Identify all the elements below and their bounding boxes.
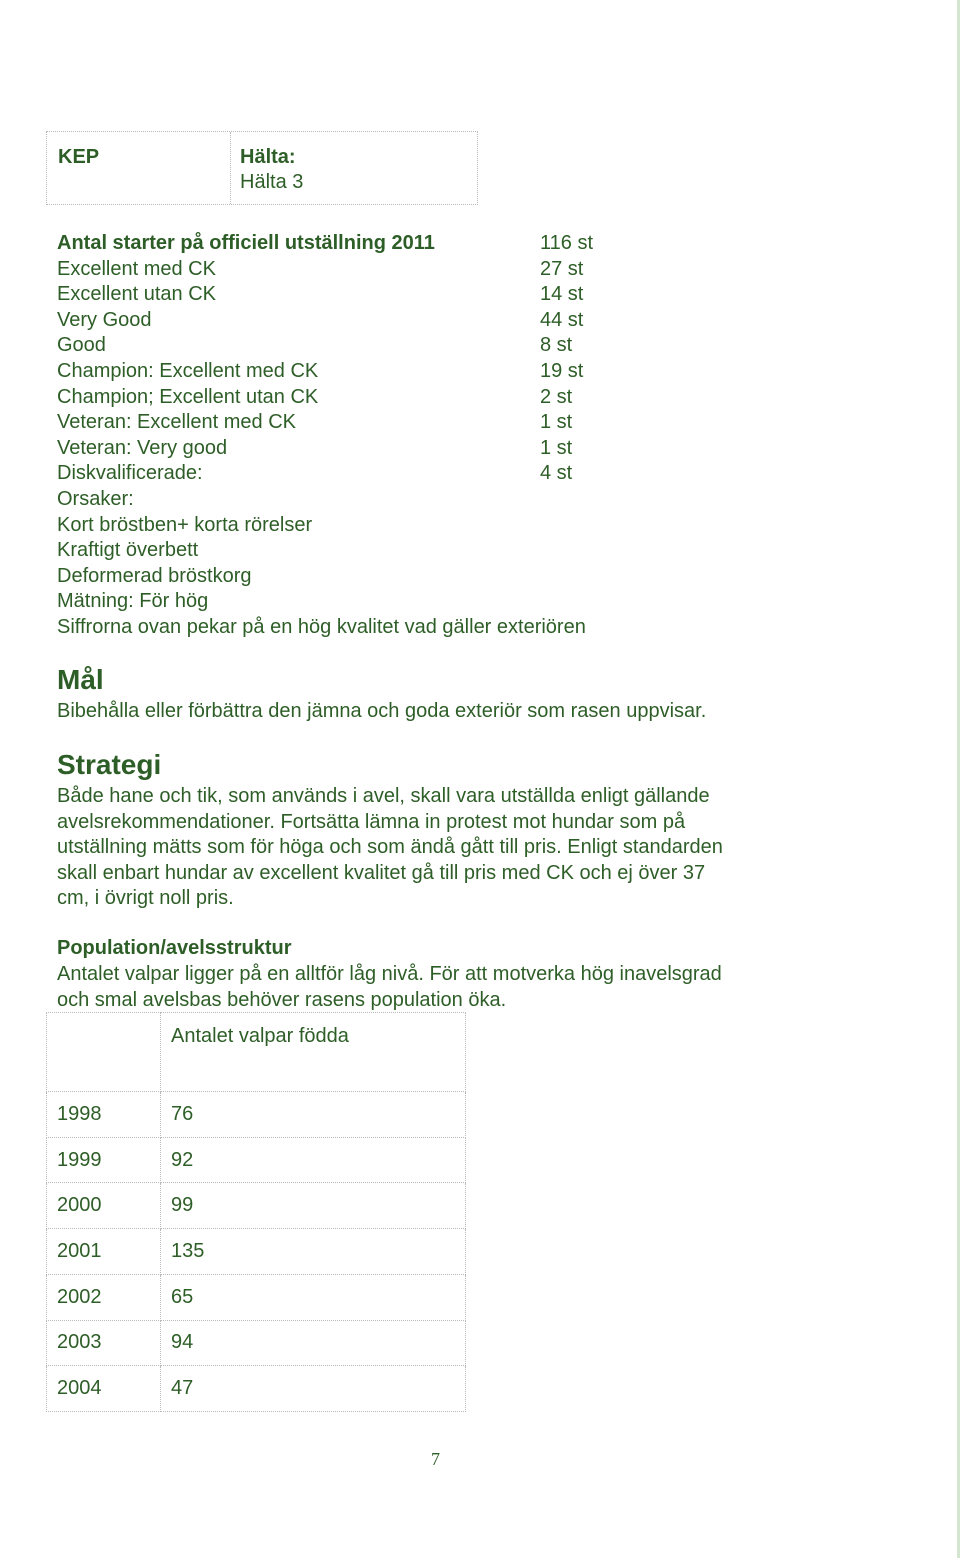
halta-value: Hälta 3 (240, 171, 304, 193)
strategi-line: cm, i övrigt noll pris. (57, 887, 234, 910)
year-cell: 2003 (47, 1320, 161, 1366)
stat-label: Diskvalificerade: (57, 462, 203, 485)
stat-label: Good (57, 334, 106, 357)
stat-row (57, 385, 737, 411)
year-cell: 1998 (47, 1092, 161, 1138)
stat-label: Very Good (57, 308, 152, 331)
population-heading: Population/avelsstruktur (57, 937, 292, 959)
stat-note: Siffrorna ovan pekar på en hög kvalitet vad gäller exteriören (57, 615, 586, 638)
count-cell: 65 (161, 1274, 466, 1320)
header-year-cell (47, 1013, 161, 1092)
stat-note: Kort bröstben+ korta rörelser (57, 513, 313, 536)
stat-row (57, 410, 737, 436)
stat-title-label: Antal starter på officiell utställning 2011 (57, 232, 435, 254)
stat-row (57, 461, 737, 487)
stat-value: 14 st (540, 283, 584, 306)
stat-label: Veteran: Excellent med CK (57, 411, 297, 434)
stat-label: Excellent med CK (57, 257, 216, 280)
stat-value: 19 st (540, 359, 584, 382)
stat-value: 44 st (540, 308, 584, 331)
table-row (47, 1092, 466, 1138)
kep-cell (47, 132, 231, 204)
stat-row (57, 282, 737, 308)
table-row (47, 1183, 466, 1229)
stat-note: Orsaker: (57, 487, 134, 510)
table-row (47, 1320, 466, 1366)
stat-row (57, 257, 737, 283)
mal-heading: Mål (57, 664, 104, 695)
strategi-line: skall enbart hundar av excellent kvalitet gå till pris med CK och ej över 37 (57, 861, 706, 884)
table-row (47, 1137, 466, 1183)
count-cell: 47 (161, 1366, 466, 1412)
stat-note: Mätning: För hög (57, 590, 209, 613)
population-line: Antalet valpar ligger på en alltför låg nivå. För att motverka hög inavelsgrad (57, 963, 722, 985)
stat-value: 1 st (540, 411, 573, 434)
count-cell: 99 (161, 1183, 466, 1229)
stat-value: 1 st (540, 436, 573, 459)
page-number: 7 (431, 1449, 440, 1469)
table-row (47, 1229, 466, 1275)
stat-row (57, 333, 737, 359)
strategi-line: utställning mätts som för höga och som ändå gått till pris. Enligt standarden (57, 836, 723, 859)
header-count-cell: Antalet valpar födda (161, 1013, 466, 1092)
stat-row (57, 308, 737, 334)
population-text (57, 962, 817, 1013)
year-cell: 2001 (47, 1229, 161, 1275)
population-line: och smal avelsbas behöver rasens population öka. (57, 988, 507, 1011)
stat-note: Deformerad bröstkorg (57, 564, 252, 587)
stat-title-value: 116 st (540, 232, 593, 254)
stat-label: Champion; Excellent utan CK (57, 385, 319, 408)
year-cell: 1999 (47, 1137, 161, 1183)
stat-label: Veteran: Very good (57, 436, 228, 459)
stat-note: Kraftigt överbett (57, 539, 199, 562)
stat-value: 2 st (540, 385, 573, 408)
table-row (47, 1274, 466, 1320)
halta-cell (231, 132, 477, 204)
kep-label: KEP (58, 146, 100, 168)
strategi-heading: Strategi (57, 749, 162, 780)
stat-label: Excellent utan CK (57, 283, 216, 306)
stat-row (57, 436, 737, 462)
year-cell: 2004 (47, 1366, 161, 1412)
year-cell: 2002 (47, 1274, 161, 1320)
table-row (47, 1366, 466, 1412)
count-cell: 76 (161, 1092, 466, 1138)
stat-title-row (57, 231, 737, 257)
kep-table (46, 131, 478, 205)
strategi-text (57, 784, 817, 912)
year-cell: 2000 (47, 1183, 161, 1229)
stat-value: 8 st (540, 334, 573, 357)
mal-text: Bibehålla eller förbättra den jämna och goda exteriör som rasen uppvisar. (57, 700, 707, 722)
count-cell: 94 (161, 1320, 466, 1366)
strategi-line: Både hane och tik, som används i avel, skall vara utställda enligt gällande (57, 785, 710, 807)
stat-label: Champion: Excellent med CK (57, 359, 319, 382)
table-header-row (47, 1013, 466, 1092)
halta-label: Hälta: (240, 146, 296, 168)
count-cell: 135 (161, 1229, 466, 1275)
stat-value: 27 st (540, 257, 584, 280)
strategi-line: avelsrekommendationer. Fortsätta lämna in protest mot hundar som på (57, 810, 686, 833)
count-cell: 92 (161, 1137, 466, 1183)
stat-value: 4 st (540, 462, 573, 485)
puppies-table (46, 1012, 466, 1412)
show-statistics (57, 231, 737, 641)
stat-row (57, 359, 737, 385)
